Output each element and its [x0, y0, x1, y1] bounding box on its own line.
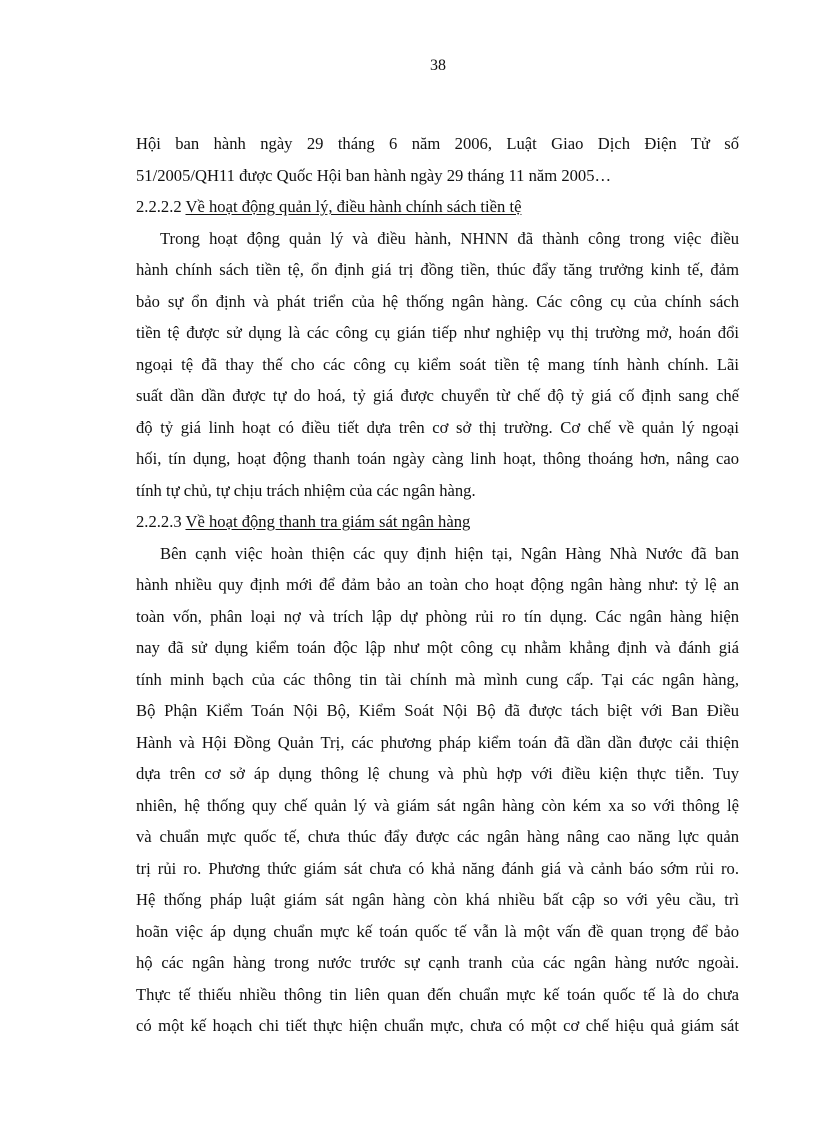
text-line: tiền tệ được sử dụng là các công cụ gián tiếp như nghiệp vụ thị trường mở, hoán đổi	[136, 323, 739, 342]
text-line: Hệ thống pháp luật giám sát ngân hàng còn khá nhiều bất cập so với yêu cầu, trì	[136, 890, 739, 909]
text-line: suất dần dần được tự do hoá, tỷ giá được chuyển từ chế độ tỷ giá cố định sang chế	[136, 386, 739, 405]
text-line: tính minh bạch của các thông tin tài chính mà mình cung cấp. Tại các ngân hàng,	[136, 669, 739, 689]
document-body	[136, 128, 739, 1042]
text-line: hoãn việc áp dụng chuẩn mực kế toán quốc tế vẫn là một vấn đề quan trọng để bảo	[136, 921, 739, 941]
page-number: 38	[430, 57, 446, 74]
text-line: Hành và Hội Đồng Quản Trị, các phương pháp kiểm toán đã dần dần được cải thiện	[136, 732, 739, 752]
text-line: hộ các ngân hàng trong nước trước sự cạnh tranh của các ngân hàng nước ngoài.	[136, 953, 739, 972]
text-line: độ tỷ giá linh hoạt có điều tiết dựa trên cơ sở thị trường. Cơ chế về quản lý ngoại	[136, 417, 739, 437]
text-line: Bên cạnh việc hoàn thiện các quy định hiện tại, Ngân Hàng Nhà Nước đã ban	[160, 543, 739, 563]
section-number: 2.2.2.3	[136, 512, 182, 531]
text-line: tính tự chủ, tự chịu trách nhiệm của các ngân hàng.	[136, 480, 476, 500]
text-line: hối, tín dụng, hoạt động thanh toán ngày càng linh hoạt, thông thoáng hơn, nâng cao	[136, 449, 739, 468]
text-line: Bộ Phận Kiểm Toán Nội Bộ, Kiểm Soát Nội Bộ đã được tách biệt với Ban Điều	[136, 701, 739, 720]
text-line: hành nhiều quy định mới để đảm bảo an toàn cho hoạt động ngân hàng như: tỷ lệ an	[136, 575, 739, 594]
text-line: có một kế hoạch chi tiết thực hiện chuẩn mực, chưa có một cơ chế hiệu quả giám sát	[136, 1016, 739, 1035]
section-paragraph	[136, 223, 739, 507]
text-line: nhiên, hệ thống quy chế quản lý và giám sát ngân hàng còn kém xa so với thông lệ	[136, 795, 739, 815]
text-line: Thực tế thiếu nhiều thông tin liên quan đến chuẩn mực kế toán quốc tế là do chưa	[136, 984, 739, 1004]
section-title: Về hoạt động thanh tra giám sát ngân hàng	[185, 512, 471, 531]
section-heading	[136, 191, 739, 223]
section-title: Về hoạt động quản lý, điều hành chính sách tiền tệ	[185, 197, 522, 216]
text-line: hành chính sách tiền tệ, ổn định giá trị đồng tiền, thúc đẩy tăng trưởng kinh tế, đảm	[136, 260, 739, 279]
text-line: 51/2005/QH11 được Quốc Hội ban hành ngày 29 tháng 11 năm 2005…	[136, 165, 612, 185]
text-line: Trong hoạt động quản lý và điều hành, NHNN đã thành công trong việc điều	[160, 228, 739, 248]
text-line: Hội ban hành ngày 29 tháng 6 năm 2006, Luật Giao Dịch Điện Tử số	[136, 134, 739, 153]
intro-paragraph	[136, 128, 739, 191]
text-line: bảo sự ổn định và phát triển của hệ thống ngân hàng. Các công cụ của chính sách	[136, 291, 739, 311]
text-line: ngoại tệ đã thay thế cho các công cụ kiểm soát tiền tệ mang tính hành chính. Lãi	[136, 354, 739, 374]
text-line: nay đã sử dụng kiểm toán độc lập như một công cụ nhằm khẳng định và đánh giá	[136, 638, 739, 657]
text-line: dựa trên cơ sở áp dụng thông lệ chung và phù hợp với điều kiện thực tiễn. Tuy	[136, 764, 739, 783]
section-paragraph	[136, 538, 739, 1042]
section-number: 2.2.2.2	[136, 197, 182, 216]
text-line: trị rủi ro. Phương thức giám sát chưa có khả năng đánh giá và cảnh báo sớm rủi ro.	[136, 858, 739, 878]
text-line: và chuẩn mực quốc tế, chưa thúc đẩy được các ngân hàng nâng cao năng lực quản	[136, 827, 739, 846]
text-line: toàn vốn, phân loại nợ và trích lập dự phòng rủi ro tín dụng. Các ngân hàng hiện	[136, 606, 739, 626]
section-heading	[136, 506, 739, 538]
